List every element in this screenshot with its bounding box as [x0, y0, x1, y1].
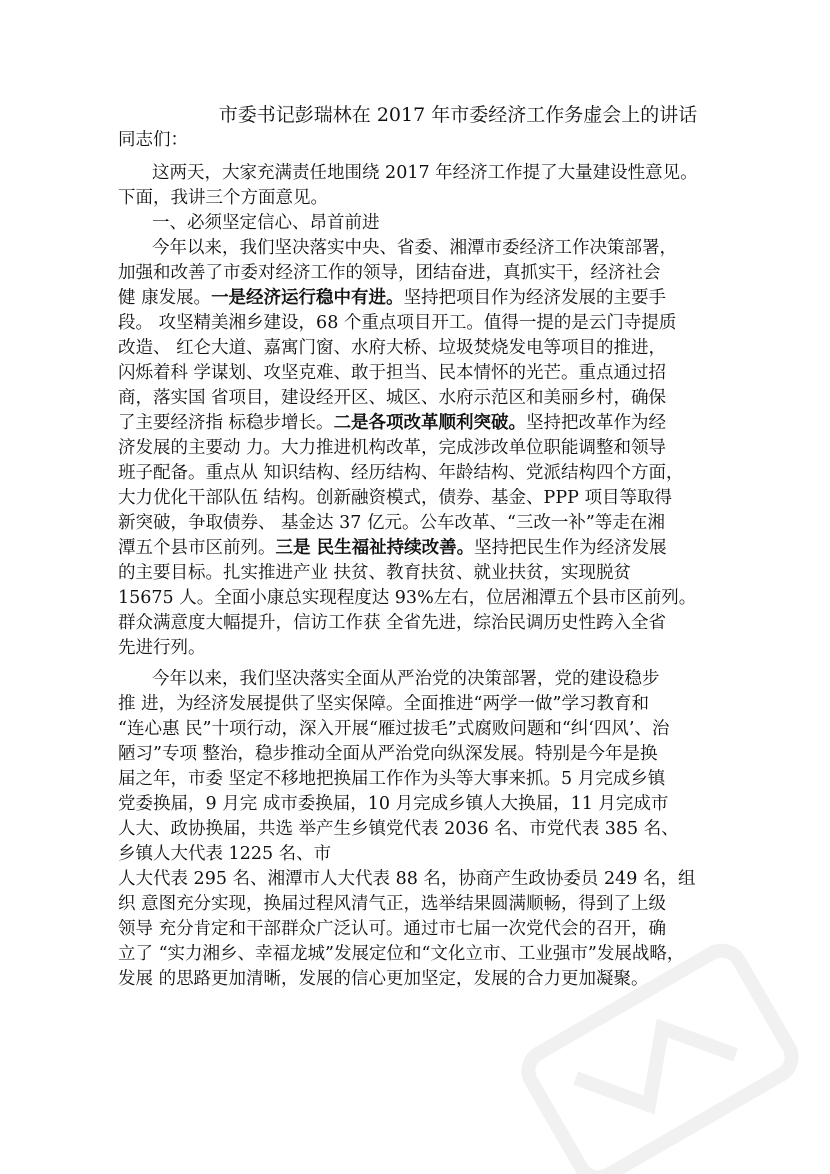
intro-line: 这两天，大家充满责任地围绕 2017 年经济工作提了大量建设性意见。 — [152, 163, 698, 183]
text-run: 坚持把项目作为经济发展的主要手 — [403, 288, 667, 308]
document-title: 市委书记彭瑞林在 2017 年市委经济工作务虚会上的讲话 — [218, 104, 698, 126]
paragraph-economy — [118, 236, 758, 661]
paragraph-line: 届之年，市委 坚定不移地把换届工作作为头等大事来抓。5 月完成乡镇 — [118, 769, 666, 789]
paragraph-line: 商，落实国 省项目，建设经开区、城区、水府示范区和美丽乡村，确保 — [118, 388, 667, 408]
document-body — [118, 98, 758, 992]
paragraph-line: 群众满意度大幅提升，信访工作获 全省先进，综治民调历史性跨入全省 — [118, 613, 667, 633]
paragraph-line: 闪烁着科 学谋划、攻坚克难、敢于担当、民本情怀的光芒。重点通过招 — [118, 363, 667, 383]
bold-point-two: 二是各项改革顺利突破。 — [333, 413, 527, 433]
paragraph-line: 新突破，争取债券、 基金达 37 亿元。公车改革、“三改一补”等走在湘 — [118, 513, 665, 533]
paragraph-line: 班子配备。重点从 知识结构、经历结构、年龄结构、党派结构四个方面， — [118, 463, 684, 483]
paragraph-line: 济发展的主要动 力。大力推进机构改革，完成涉改单位职能调整和领导 — [118, 438, 667, 458]
text-run: 坚持把民生作为经济发展 — [474, 538, 667, 558]
paragraph-line: 先进行列。 — [118, 638, 206, 658]
text-run: 健 康发展。 — [118, 288, 212, 308]
text-run: 坚持把改革作为经 — [526, 413, 667, 433]
bold-point-three: 三是 民生福祉持续改善。 — [275, 538, 475, 558]
paragraph-line: “连心惠 民”十项行动，深入开展“雁过拔毛”式腐败问题和“纠‘四风’、治 — [118, 719, 670, 739]
paragraph-line: 人大、政协换届，共选 举产生乡镇党代表 2036 名、市党代表 385 名、 — [118, 819, 679, 839]
paragraph-line: 推 进，为经济发展提供了坚实保障。全面推进“两学一做”学习教育和 — [118, 694, 649, 714]
paragraph-line: 陋习”专项 整治，稳步推动全面从严治党向纵深发展。特别是今年是换 — [118, 744, 658, 764]
paragraph-line: 大力优化干部队伍 结构。创新融资模式，债券、基金、PPP 项目等取得 — [118, 488, 672, 508]
bold-point-one: 一是经济运行稳中有进。 — [211, 288, 404, 308]
salutation: 同志们： — [118, 130, 188, 150]
paragraph-line: 发展 的思路更加清晰，发展的信心更加坚定，发展的合力更加凝聚。 — [118, 969, 649, 989]
paragraph-line: 15675 人。全面小康总实现程度达 93%左右，位居湘潭五个县市区前列。 — [118, 588, 697, 608]
paragraph-line: 今年以来，我们坚决落实中央、省委、湘潭市委经济工作决策部署， — [152, 238, 677, 258]
paragraph-line: 党委换届，9 月完 成市委换届，10 月完成乡镇人大换届，11 月完成市 — [118, 794, 669, 814]
section-heading: 一、必须坚定信心、昂首前进 — [152, 213, 380, 233]
intro-line: 下面，我讲三个方面意见。 — [118, 188, 328, 208]
paragraph-line: 改造、 红仑大道、嘉寓门窗、水府大桥、垃圾焚烧发电等项目的推进， — [118, 338, 667, 358]
paragraph-line: 的主要目标。扎实推进产业 扶贫、教育扶贫、就业扶贫，实现脱贫 — [118, 563, 632, 583]
paragraph-line: 织 意图充分实现，换届过程风清气正，选举结果圆满顺畅，得到了上级 — [118, 894, 667, 914]
paragraph-line — [118, 411, 758, 436]
paragraph-line — [118, 286, 758, 311]
paragraph-party-building — [118, 667, 758, 992]
paragraph-line: 乡镇人大代表 1225 名、市 — [118, 844, 332, 864]
text-run: 潭五个县市区前列。 — [118, 538, 276, 558]
paragraph-line — [118, 536, 758, 561]
text-run: 了主要经济指 标稳步增长。 — [118, 413, 334, 433]
paragraph-line: 立了 “实力湘乡、幸福龙城”发展定位和“文化立市、工业强市”发展战略， — [118, 944, 685, 964]
intro-paragraph — [118, 161, 758, 211]
paragraph-line: 今年以来，我们坚决落实全面从严治党的决策部署，党的建设稳步 — [152, 669, 660, 689]
paragraph-line: 段。 攻坚精美湘乡建设，68 个重点项目开工。值得一提的是云门寺提质 — [118, 313, 677, 333]
paragraph-line: 人大代表 295 名、湘潭市人大代表 88 名，协商产生政协委员 249 名，组 — [118, 869, 696, 889]
paragraph-line: 加强和改善了市委对经济工作的领导，团结奋进，真抓实干，经济社会 — [118, 263, 661, 283]
paragraph-line: 领导 充分肯定和干部群众广泛认可。通过市七届一次党代会的召开，确 — [118, 919, 667, 939]
